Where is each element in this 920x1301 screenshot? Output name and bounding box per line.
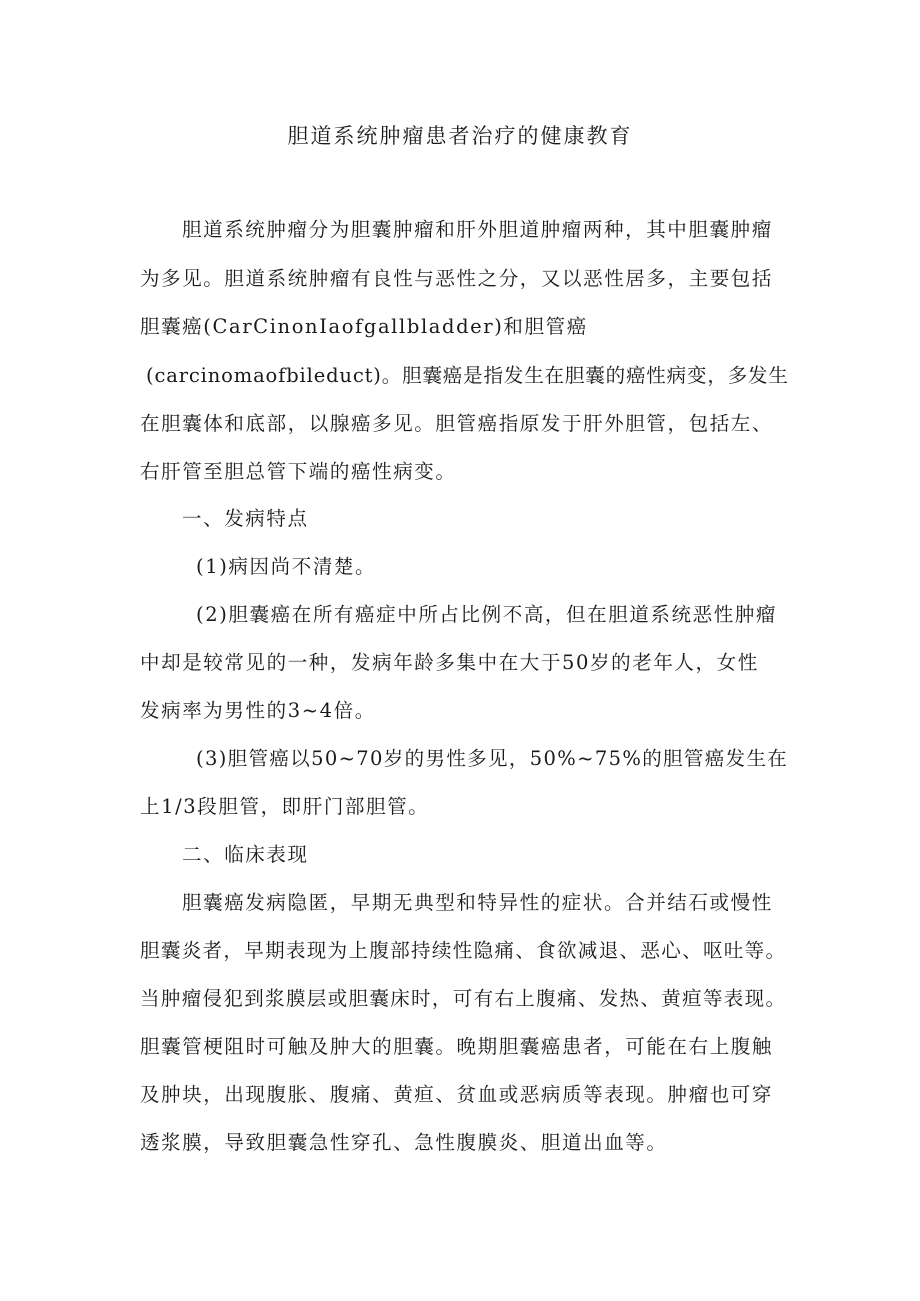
paragraph-2-line-6: 透浆膜，导致胆囊急性穿孔、急性腹膜炎、胆道出血等。 — [140, 1131, 668, 1154]
list-item-2-line-3: 发病率为男性的3~4倍。 — [140, 699, 376, 722]
list-item-2-line-1: (2)胆囊癌在所有癌症中所占比例不高，但在胆道系统恶性肿瘤 — [196, 603, 778, 626]
document-title: 胆道系统肿瘤患者治疗的健康教育 — [287, 124, 633, 148]
list-item-3-line-1: (3)胆管癌以50~70岁的男性多见，50%~75%的胆管癌发生在 — [196, 747, 789, 770]
section-heading-1: 一、发病特点 — [182, 507, 309, 530]
section-heading-2: 二、临床表现 — [182, 843, 309, 866]
paragraph-2-line-3: 当肿瘤侵犯到浆膜层或胆囊床时，可有右上腹痛、发热、黄疸等表现。 — [140, 987, 787, 1010]
paragraph-line-2: 为多见。胆道系统肿瘤有良性与恶性之分，又以恶性居多，主要包括 — [140, 267, 774, 290]
paragraph-line-1: 胆道系统肿瘤分为胆囊肿瘤和肝外胆道肿瘤两种，其中胆囊肿瘤 — [182, 218, 773, 241]
list-item-3-line-2: 上1/3段胆管，即肝门部胆管。 — [140, 795, 430, 818]
paragraph-line-6: 右肝管至胆总管下端的癌性病变。 — [140, 460, 457, 483]
paragraph-line-5: 在胆囊体和底部，以腺癌多见。胆管癌指原发于肝外胆管，包括左、 — [140, 412, 774, 435]
paragraph-line-3: 胆囊癌(CarCinonIaofgallbladder)和胆管癌 — [140, 315, 588, 338]
paragraph-2-line-4: 胆囊管梗阻时可触及肿大的胆囊。晚期胆囊癌患者，可能在右上腹触 — [140, 1035, 774, 1058]
paragraph-2-line-1: 胆囊癌发病隐匿，早期无典型和特异性的症状。合并结石或慢性 — [182, 891, 773, 914]
paragraph-line-4: (carcinomaofbileduct)。胆囊癌是指发生在胆囊的癌性病变，多发生 — [146, 364, 789, 387]
list-item-1: (1)病因尚不清楚。 — [196, 555, 377, 578]
paragraph-2-line-5: 及肿块，出现腹胀、腹痛、黄疸、贫血或恶病质等表现。肿瘤也可穿 — [140, 1083, 774, 1106]
paragraph-2-line-2: 胆囊炎者，早期表现为上腹部持续性隐痛、食欲减退、恶心、呕吐等。 — [140, 939, 787, 962]
list-item-2-line-2: 中却是较常见的一种，发病年龄多集中在大于50岁的老年人，女性 — [140, 651, 759, 674]
